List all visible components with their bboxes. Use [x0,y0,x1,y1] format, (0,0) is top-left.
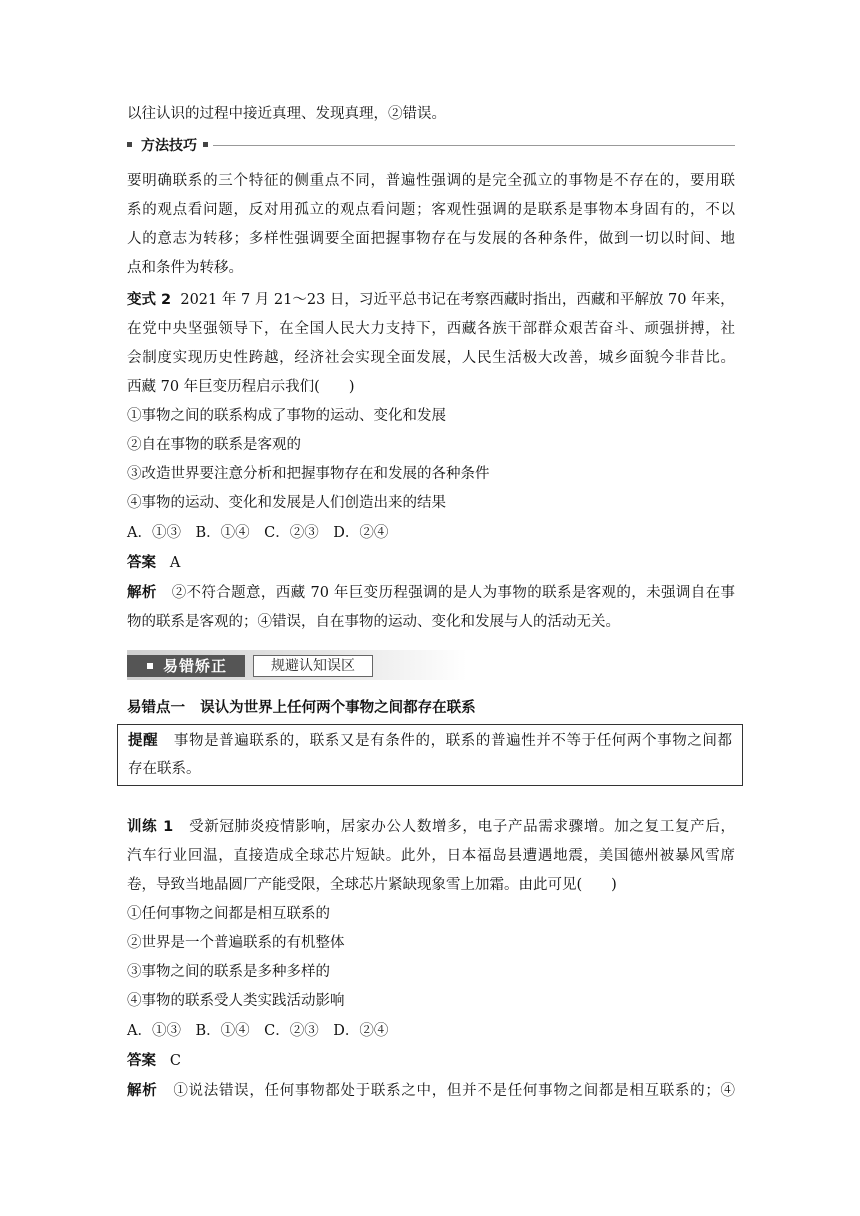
tips-title: 方法技巧 [141,138,197,154]
answer-label: 答案 [127,1053,156,1069]
analysis-text: ①说法错误，任何事物都处于联系之中，但并不是任何事物之间都是相互联系的；④ [173,1083,736,1099]
variant2-analysis-line: 物的联系是客观的；④错误，自在事物的运动、变化和发展与人的活动无关。 [127,614,620,630]
analysis-label: 解析 [127,1083,158,1099]
banner-subtitle-box [253,655,373,677]
error-point-text: 误认为世界上任何两个事物之间都存在联系 [200,700,476,716]
section-banner [127,650,467,680]
answer-value: A [169,555,181,571]
variant2-line: 会制度实现历史性跨越，经济社会实现全面发展，人民生活极大改善，城乡面貌今非昔比。 [127,350,735,366]
variant2-answer [127,553,180,573]
variant2-line: 西藏 70 年巨变历程启示我们( ) [127,379,355,395]
square-bullet-icon [203,142,208,147]
analysis-label: 解析 [127,585,157,601]
training1-option: ①任何事物之间都是相互联系的 [127,906,330,922]
reminder-line: 存在联系。 [128,761,201,777]
analysis-text: ②不符合题意，西藏 70 年巨变历程强调的是人为事物的联系是客观的，未强调自在事 [171,585,736,601]
square-bullet-icon [147,663,153,669]
training1-option: ③事物之间的联系是多种多样的 [127,964,330,980]
training1-option: ④事物的联系受人类实践活动影响 [127,993,345,1009]
training1-text: 受新冠肺炎疫情影响，居家办公人数增多，电子产品需求骤增。加之复工复产后， [189,819,736,835]
variant2-first-line [127,290,735,310]
variant2-text: 2021 年 7 月 21～23 日，习近平总书记在考察西藏时指出，西藏和平解放 70 年来， [180,292,735,308]
variant2-option: ②自在事物的联系是客观的 [127,437,301,453]
variant2-option: ③改造世界要注意分析和把握事物存在和发展的各种条件 [127,466,490,482]
training1-line: 汽车行业回温，直接造成全球芯片短缺。此外，日本福岛县遭遇地震，美国德州被暴风雪席 [127,848,735,864]
reminder-label: 提醒 [128,733,159,749]
square-bullet-icon [127,142,132,147]
training1-line: 卷，导致当地晶圆厂产能受限，全球芯片紧缺现象雪上加霜。由此可见( ) [127,877,617,893]
variant2-label: 变式 2 [127,292,172,308]
error-point-label: 易错点一 [127,700,185,716]
answer-value: C [169,1053,181,1069]
training1-option: ②世界是一个普遍联系的有机整体 [127,935,345,951]
training1-analysis-line [127,1081,735,1101]
tips-line: 要明确联系的三个特征的侧重点不同，普遍性强调的是完全孤立的事物是不存在的，要用联 [127,173,735,189]
banner-title-box [127,655,245,677]
banner-title: 易错矫正 [163,657,228,675]
variant2-option: ①事物之间的联系构成了事物的运动、变化和发展 [127,408,446,424]
tips-line: 系的观点看问题，反对用孤立的观点看问题；客观性强调的是联系是事物本身固有的，不以 [127,202,735,218]
variant2-analysis-line [127,583,735,603]
training1-choices: A．①③ B．①④ C．②③ D．②④ [127,1023,389,1039]
training1-first-line [127,817,735,837]
reminder-line [128,731,732,751]
tips-line: 人的意志为转移；多样性强调要全面把握事物存在与发展的各种条件，做到一切以时间、地 [127,231,735,247]
training1-answer [127,1051,181,1071]
reminder-box [117,724,743,786]
variant2-line: 在党中央坚强领导下，在全国人民大力支持下，西藏各族干部群众艰苦奋斗、顽强拼搏，社 [127,321,735,337]
error-point-heading [127,698,476,718]
reminder-text: 事物是普遍联系的，联系又是有条件的，联系的普遍性并不等于任何两个事物之间都 [173,733,733,749]
tips-line: 点和条件为转移。 [127,260,243,276]
tips-heading [127,136,735,156]
banner-subtitle: 规避认知误区 [271,658,355,674]
intro-line: 以往认识的过程中接近真理、发现真理，②错误。 [127,106,446,122]
training1-label: 训练 1 [127,819,174,835]
heading-rule [213,145,735,146]
variant2-option: ④事物的运动、变化和发展是人们创造出来的结果 [127,495,446,511]
variant2-choices: A．①③ B．①④ C．②③ D．②④ [127,525,389,541]
answer-label: 答案 [127,555,156,571]
